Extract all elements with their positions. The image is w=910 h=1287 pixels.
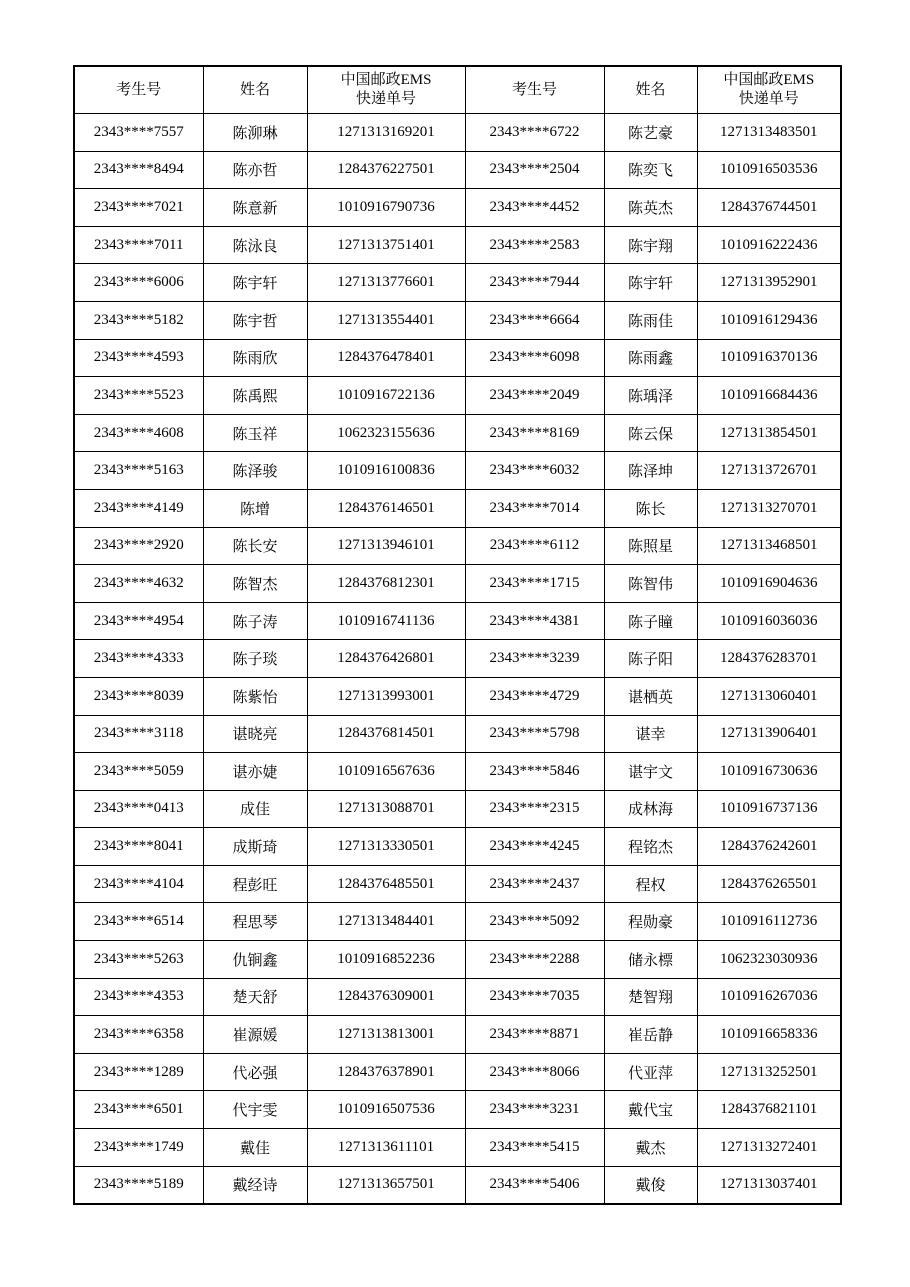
exam-number-cell: 2343****6006: [74, 264, 203, 302]
ems-number-cell: 1271313657501: [307, 1166, 465, 1204]
exam-number-cell: 2343****4149: [74, 489, 203, 527]
exam-number-cell: 2343****4729: [465, 677, 604, 715]
exam-number-cell: 2343****8169: [465, 414, 604, 452]
name-cell: 陈宇轩: [203, 264, 307, 302]
ems-number-cell: 1271313037401: [697, 1166, 841, 1204]
ems-number-cell: 1010916507536: [307, 1091, 465, 1129]
exam-number-cell: 2343****0413: [74, 790, 203, 828]
header-ems-number: [697, 66, 841, 114]
header-ems-line1: 中国邮政EMS: [340, 72, 432, 88]
name-cell: 陈意新: [203, 189, 307, 227]
exam-number-cell: 2343****6032: [465, 452, 604, 490]
name-cell: 程铭杰: [604, 828, 697, 866]
exam-number-cell: 2343****2583: [465, 226, 604, 264]
exam-number-cell: 2343****5263: [74, 941, 203, 979]
name-cell: 陈智杰: [203, 565, 307, 603]
name-cell: 陈泽坤: [604, 452, 697, 490]
ems-number-cell: 1284376309001: [307, 978, 465, 1016]
exam-number-cell: 2343****6358: [74, 1016, 203, 1054]
name-cell: 谌栖英: [604, 677, 697, 715]
header-exam-number: 考生号: [74, 66, 203, 114]
header-name: 姓名: [203, 66, 307, 114]
table-row: [74, 189, 841, 227]
ems-number-cell: 1271313946101: [307, 527, 465, 565]
exam-number-cell: 2343****7014: [465, 489, 604, 527]
ems-number-cell: 1271313252501: [697, 1053, 841, 1091]
name-cell: 陈泳良: [203, 226, 307, 264]
ems-number-cell: 1010916370136: [697, 339, 841, 377]
ems-shipping-table: [73, 65, 842, 1205]
header-exam-number: 考生号: [465, 66, 604, 114]
name-cell: 谌宇文: [604, 753, 697, 791]
ems-number-cell: 1010916100836: [307, 452, 465, 490]
name-cell: 代亚萍: [604, 1053, 697, 1091]
exam-number-cell: 2343****5415: [465, 1129, 604, 1167]
ems-number-cell: 1271313751401: [307, 226, 465, 264]
table-row: [74, 452, 841, 490]
table-row: [74, 1129, 841, 1167]
ems-number-cell: 1010916852236: [307, 941, 465, 979]
exam-number-cell: 2343****3239: [465, 640, 604, 678]
table-row: [74, 903, 841, 941]
name-cell: 戴杰: [604, 1129, 697, 1167]
name-cell: 成林海: [604, 790, 697, 828]
ems-number-cell: 1010916904636: [697, 565, 841, 603]
exam-number-cell: 2343****7021: [74, 189, 203, 227]
name-cell: 陈子琰: [203, 640, 307, 678]
table-row: [74, 301, 841, 339]
exam-number-cell: 2343****6098: [465, 339, 604, 377]
ems-number-cell: 1284376426801: [307, 640, 465, 678]
table-row: [74, 1016, 841, 1054]
name-cell: 陈雨鑫: [604, 339, 697, 377]
name-cell: 戴代宝: [604, 1091, 697, 1129]
header-name: 姓名: [604, 66, 697, 114]
exam-number-cell: 2343****5059: [74, 753, 203, 791]
exam-number-cell: 2343****5189: [74, 1166, 203, 1204]
exam-number-cell: 2343****7035: [465, 978, 604, 1016]
name-cell: 陈雨欣: [203, 339, 307, 377]
name-cell: 陈禹熙: [203, 377, 307, 415]
table-row: [74, 1166, 841, 1204]
name-cell: 陈子阳: [604, 640, 697, 678]
name-cell: 代必强: [203, 1053, 307, 1091]
name-cell: 陈泖琳: [203, 114, 307, 152]
name-cell: 陈泽骏: [203, 452, 307, 490]
ems-number-cell: 1271313270701: [697, 489, 841, 527]
name-cell: 戴俊: [604, 1166, 697, 1204]
name-cell: 崔源媛: [203, 1016, 307, 1054]
table-row: [74, 226, 841, 264]
name-cell: 楚智翔: [604, 978, 697, 1016]
table-row: [74, 790, 841, 828]
exam-number-cell: 2343****2049: [465, 377, 604, 415]
name-cell: 程彭旺: [203, 865, 307, 903]
table-row: [74, 377, 841, 415]
name-cell: 陈亦哲: [203, 151, 307, 189]
table-body: [74, 114, 841, 1205]
ems-number-cell: 1271313483501: [697, 114, 841, 152]
name-cell: 陈云保: [604, 414, 697, 452]
ems-number-cell: 1284376283701: [697, 640, 841, 678]
ems-number-cell: 1271313611101: [307, 1129, 465, 1167]
ems-number-cell: 1284376814501: [307, 715, 465, 753]
header-row: [74, 66, 841, 114]
ems-number-cell: 1271313554401: [307, 301, 465, 339]
exam-number-cell: 2343****5163: [74, 452, 203, 490]
ems-number-cell: 1062323155636: [307, 414, 465, 452]
name-cell: 储永標: [604, 941, 697, 979]
ems-number-cell: 1284376485501: [307, 865, 465, 903]
table-row: [74, 865, 841, 903]
header-ems-line2: 快递单号: [738, 91, 799, 107]
exam-number-cell: 2343****3118: [74, 715, 203, 753]
ems-number-cell: 1010916722136: [307, 377, 465, 415]
ems-number-cell: 1271313726701: [697, 452, 841, 490]
exam-number-cell: 2343****5523: [74, 377, 203, 415]
exam-number-cell: 2343****1289: [74, 1053, 203, 1091]
exam-number-cell: 2343****2504: [465, 151, 604, 189]
exam-number-cell: 2343****6664: [465, 301, 604, 339]
table-row: [74, 565, 841, 603]
exam-number-cell: 2343****5182: [74, 301, 203, 339]
ems-number-cell: 1284376146501: [307, 489, 465, 527]
ems-number-cell: 1271313468501: [697, 527, 841, 565]
ems-number-cell: 1271313484401: [307, 903, 465, 941]
exam-number-cell: 2343****7011: [74, 226, 203, 264]
ems-number-cell: 1010916267036: [697, 978, 841, 1016]
ems-number-cell: 1284376242601: [697, 828, 841, 866]
exam-number-cell: 2343****8041: [74, 828, 203, 866]
name-cell: 陈长安: [203, 527, 307, 565]
name-cell: 谌亦婕: [203, 753, 307, 791]
name-cell: 陈宇轩: [604, 264, 697, 302]
ems-number-cell: 1010916684436: [697, 377, 841, 415]
exam-number-cell: 2343****4632: [74, 565, 203, 603]
ems-number-cell: 1271313330501: [307, 828, 465, 866]
ems-number-cell: 1010916036036: [697, 602, 841, 640]
ems-number-cell: 1010916741136: [307, 602, 465, 640]
ems-number-cell: 1062323030936: [697, 941, 841, 979]
name-cell: 陈子瞳: [604, 602, 697, 640]
ems-number-cell: 1284376265501: [697, 865, 841, 903]
name-cell: 陈奕飞: [604, 151, 697, 189]
name-cell: 戴经诗: [203, 1166, 307, 1204]
table-row: [74, 151, 841, 189]
name-cell: 程勋豪: [604, 903, 697, 941]
header-ems-line1: 中国邮政EMS: [723, 72, 815, 88]
exam-number-cell: 2343****4452: [465, 189, 604, 227]
ems-number-cell: 1010916567636: [307, 753, 465, 791]
exam-number-cell: 2343****1749: [74, 1129, 203, 1167]
ems-number-cell: 1010916222436: [697, 226, 841, 264]
name-cell: 陈英杰: [604, 189, 697, 227]
ems-number-cell: 1271313813001: [307, 1016, 465, 1054]
ems-number-cell: 1271313776601: [307, 264, 465, 302]
exam-number-cell: 2343****4608: [74, 414, 203, 452]
exam-number-cell: 2343****4245: [465, 828, 604, 866]
name-cell: 成斯琦: [203, 828, 307, 866]
exam-number-cell: 2343****2437: [465, 865, 604, 903]
table-row: [74, 602, 841, 640]
table-row: [74, 828, 841, 866]
name-cell: 陈艺豪: [604, 114, 697, 152]
ems-number-cell: 1271313952901: [697, 264, 841, 302]
name-cell: 陈智伟: [604, 565, 697, 603]
table-header: [74, 66, 841, 114]
ems-number-cell: 1010916790736: [307, 189, 465, 227]
exam-number-cell: 2343****6112: [465, 527, 604, 565]
exam-number-cell: 2343****2315: [465, 790, 604, 828]
name-cell: 陈宇翔: [604, 226, 697, 264]
exam-number-cell: 2343****2920: [74, 527, 203, 565]
exam-number-cell: 2343****4954: [74, 602, 203, 640]
exam-number-cell: 2343****4104: [74, 865, 203, 903]
ems-number-cell: 1284376478401: [307, 339, 465, 377]
table-row: [74, 339, 841, 377]
name-cell: 陈照星: [604, 527, 697, 565]
ems-number-cell: 1010916112736: [697, 903, 841, 941]
name-cell: 谌晓亮: [203, 715, 307, 753]
table-row: [74, 414, 841, 452]
ems-number-cell: 1010916129436: [697, 301, 841, 339]
name-cell: 戴佳: [203, 1129, 307, 1167]
exam-number-cell: 2343****6722: [465, 114, 604, 152]
ems-number-cell: 1271313272401: [697, 1129, 841, 1167]
ems-number-cell: 1010916658336: [697, 1016, 841, 1054]
table-row: [74, 753, 841, 791]
exam-number-cell: 2343****6514: [74, 903, 203, 941]
ems-number-cell: 1284376744501: [697, 189, 841, 227]
ems-number-cell: 1010916737136: [697, 790, 841, 828]
ems-number-cell: 1271313854501: [697, 414, 841, 452]
ems-number-cell: 1271313169201: [307, 114, 465, 152]
exam-number-cell: 2343****5846: [465, 753, 604, 791]
header-ems-line2: 快递单号: [355, 91, 416, 107]
exam-number-cell: 2343****4381: [465, 602, 604, 640]
table-row: [74, 1053, 841, 1091]
exam-number-cell: 2343****5406: [465, 1166, 604, 1204]
exam-number-cell: 2343****4353: [74, 978, 203, 1016]
exam-number-cell: 2343****7944: [465, 264, 604, 302]
exam-number-cell: 2343****5092: [465, 903, 604, 941]
name-cell: 陈雨佳: [604, 301, 697, 339]
exam-number-cell: 2343****8494: [74, 151, 203, 189]
exam-number-cell: 2343****3231: [465, 1091, 604, 1129]
table-row: [74, 978, 841, 1016]
name-cell: 陈子涛: [203, 602, 307, 640]
exam-number-cell: 2343****8039: [74, 677, 203, 715]
ems-number-cell: 1284376821101: [697, 1091, 841, 1129]
exam-number-cell: 2343****4333: [74, 640, 203, 678]
table-row: [74, 527, 841, 565]
exam-number-cell: 2343****8871: [465, 1016, 604, 1054]
table-row: [74, 640, 841, 678]
exam-number-cell: 2343****1715: [465, 565, 604, 603]
ems-number-cell: 1284376812301: [307, 565, 465, 603]
exam-number-cell: 2343****7557: [74, 114, 203, 152]
name-cell: 陈长: [604, 489, 697, 527]
name-cell: 程思琴: [203, 903, 307, 941]
table-row: [74, 114, 841, 152]
ems-number-cell: 1271313060401: [697, 677, 841, 715]
exam-number-cell: 2343****2288: [465, 941, 604, 979]
ems-number-cell: 1271313088701: [307, 790, 465, 828]
table-row: [74, 677, 841, 715]
ems-number-cell: 1010916730636: [697, 753, 841, 791]
name-cell: 陈瑀泽: [604, 377, 697, 415]
name-cell: 崔岳静: [604, 1016, 697, 1054]
table-row: [74, 489, 841, 527]
table-row: [74, 941, 841, 979]
exam-number-cell: 2343****4593: [74, 339, 203, 377]
exam-number-cell: 2343****6501: [74, 1091, 203, 1129]
table-row: [74, 264, 841, 302]
name-cell: 陈增: [203, 489, 307, 527]
name-cell: 陈宇哲: [203, 301, 307, 339]
exam-number-cell: 2343****8066: [465, 1053, 604, 1091]
ems-number-cell: 1284376227501: [307, 151, 465, 189]
name-cell: 代宇雯: [203, 1091, 307, 1129]
name-cell: 陈玉祥: [203, 414, 307, 452]
name-cell: 楚天舒: [203, 978, 307, 1016]
table-row: [74, 715, 841, 753]
name-cell: 陈紫怡: [203, 677, 307, 715]
ems-number-cell: 1271313993001: [307, 677, 465, 715]
name-cell: 仇锏鑫: [203, 941, 307, 979]
name-cell: 谌幸: [604, 715, 697, 753]
ems-number-cell: 1271313906401: [697, 715, 841, 753]
header-ems-number: [307, 66, 465, 114]
name-cell: 程权: [604, 865, 697, 903]
name-cell: 成佳: [203, 790, 307, 828]
ems-number-cell: 1284376378901: [307, 1053, 465, 1091]
ems-number-cell: 1010916503536: [697, 151, 841, 189]
exam-number-cell: 2343****5798: [465, 715, 604, 753]
table-row: [74, 1091, 841, 1129]
